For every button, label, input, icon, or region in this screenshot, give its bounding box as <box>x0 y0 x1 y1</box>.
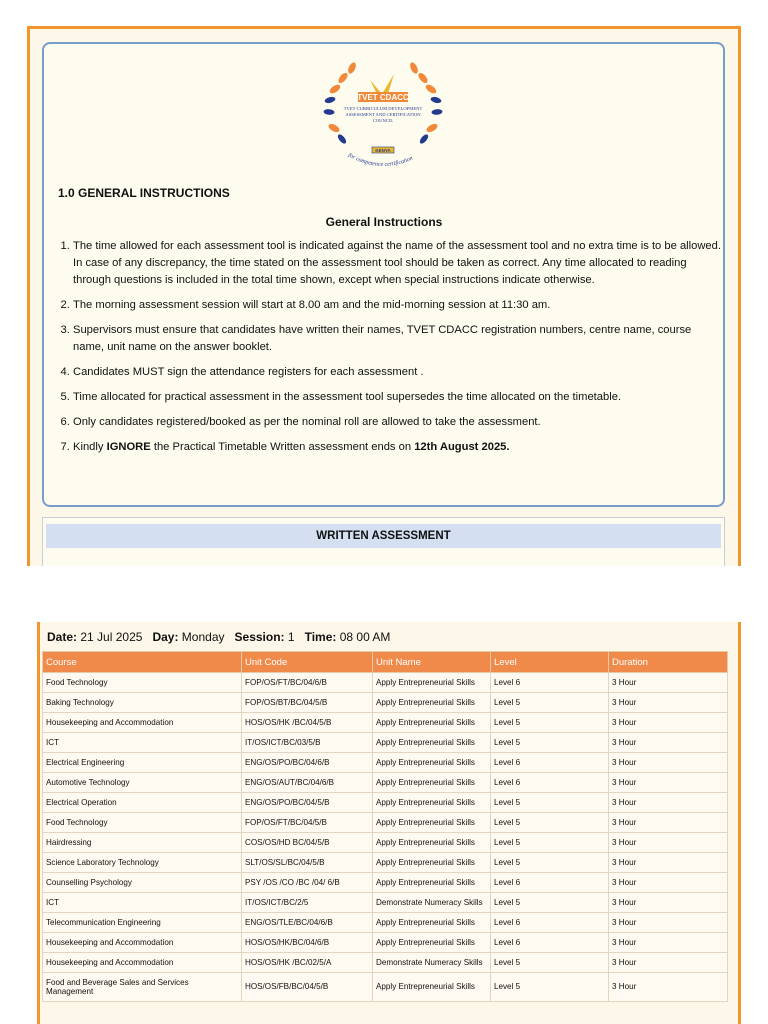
table-cell: Food Technology <box>43 673 242 693</box>
svg-text:for competence certification <box>347 152 414 168</box>
table-cell: Apply Entrepreneurial Skills <box>373 873 491 893</box>
table-cell: Apply Entrepreneurial Skills <box>373 913 491 933</box>
table-cell: Apply Entrepreneurial Skills <box>373 713 491 733</box>
table-row <box>43 773 728 793</box>
table-cell: Demonstrate Numeracy Skills <box>373 953 491 973</box>
table-row <box>43 713 728 733</box>
table-cell: 3 Hour <box>609 833 728 853</box>
table-cell: Apply Entrepreneurial Skills <box>373 773 491 793</box>
table-cell: IT/OS/ICT/BC/2/5 <box>242 893 373 913</box>
table-cell: Level 5 <box>491 953 609 973</box>
time-value: 08 00 AM <box>339 630 391 644</box>
table-cell: Apply Entrepreneurial Skills <box>373 793 491 813</box>
table-cell: Apply Entrepreneurial Skills <box>373 833 491 853</box>
table-cell: 3 Hour <box>609 853 728 873</box>
table-cell: Level 5 <box>491 713 609 733</box>
table-cell: Apply Entrepreneurial Skills <box>373 853 491 873</box>
table-cell: 3 Hour <box>609 693 728 713</box>
table-cell: ICT <box>43 733 242 753</box>
instruction-text: the Practical Timetable Written assessment ends on <box>150 440 415 453</box>
table-cell: Level 5 <box>491 813 609 833</box>
table-cell: IT/OS/ICT/BC/03/5/B <box>242 733 373 753</box>
table-cell: Apply Entrepreneurial Skills <box>373 693 491 713</box>
table-cell: 3 Hour <box>609 873 728 893</box>
table-row <box>43 913 728 933</box>
table-cell: Food and Beverage Sales and Services Management <box>43 973 242 1002</box>
table-row <box>43 733 728 753</box>
table-cell: Level 5 <box>491 693 609 713</box>
table-cell: ENG/OS/PO/BC/04/6/B <box>242 753 373 773</box>
table-cell: COS/OS/HD BC/04/5/B <box>242 833 373 853</box>
day-label: Day: <box>152 630 179 644</box>
table-row <box>43 953 728 973</box>
table-cell: Apply Entrepreneurial Skills <box>373 933 491 953</box>
table-cell: HOS/OS/FB/BC/04/5/B <box>242 973 373 1002</box>
date-value: 21 Jul 2025 <box>80 630 143 644</box>
table-cell: ENG/OS/AUT/BC/04/6/B <box>242 773 373 793</box>
table-cell: Demonstrate Numeracy Skills <box>373 893 491 913</box>
table-cell: ICT <box>43 893 242 913</box>
table-cell: Hairdressing <box>43 833 242 853</box>
session-value: 1 <box>287 630 295 644</box>
column-header: Level <box>491 652 609 673</box>
table-cell: 3 Hour <box>609 953 728 973</box>
instruction-item: 4. Candidates MUST sign the attendance registers for each assessment . <box>73 364 723 381</box>
table-cell: FOP/OS/FT/BC/04/5/B <box>242 813 373 833</box>
table-row <box>43 853 728 873</box>
table-cell: HOS/OS/HK /BC/04/5/B <box>242 713 373 733</box>
table-cell: SLT/OS/SL/BC/04/5/B <box>242 853 373 873</box>
instructions-title: General Instructions <box>325 215 443 229</box>
table-cell: Baking Technology <box>43 693 242 713</box>
svg-text:TVET CURRICULUM DEVELOPMENT: TVET CURRICULUM DEVELOPMENT <box>343 106 423 111</box>
table-cell: 3 Hour <box>609 753 728 773</box>
instruction-date: 12th August 2025. <box>414 440 510 453</box>
table-row <box>43 933 728 953</box>
table-cell: Level 5 <box>491 793 609 813</box>
table-cell: Apply Entrepreneurial Skills <box>373 753 491 773</box>
session-label: Session: <box>234 630 285 644</box>
table-row <box>43 873 728 893</box>
table-cell: Housekeeping and Accommodation <box>43 953 242 973</box>
instruction-text: Kindly <box>73 440 107 453</box>
date-label: Date: <box>47 630 78 644</box>
instruction-item: 6. Only candidates registered/booked as per the nominal roll are allowed to take the assessment. <box>73 414 723 431</box>
table-cell: 3 Hour <box>609 673 728 693</box>
table-cell: 3 Hour <box>609 713 728 733</box>
table-cell: Level 6 <box>491 933 609 953</box>
logo-banner-text: TVET CDACC <box>357 93 409 102</box>
table-cell: Level 6 <box>491 913 609 933</box>
time-label: Time: <box>304 630 337 644</box>
schedule-table <box>42 651 728 1002</box>
column-header: Unit Name <box>373 652 491 673</box>
table-cell: Counselling Psychology <box>43 873 242 893</box>
session-info <box>47 630 390 644</box>
table-cell: FOP/OS/BT/BC/04/5/B <box>242 693 373 713</box>
table-cell: 3 Hour <box>609 973 728 1002</box>
table-cell: 3 Hour <box>609 773 728 793</box>
tvet-cdacc-logo <box>320 56 446 172</box>
table-cell: Level 6 <box>491 673 609 693</box>
column-header: Unit Code <box>242 652 373 673</box>
table-cell: Level 5 <box>491 893 609 913</box>
table-cell: ENG/OS/TLE/BC/04/6/B <box>242 913 373 933</box>
table-cell: Housekeeping and Accommodation <box>43 713 242 733</box>
written-assessment-title: WRITTEN ASSESSMENT <box>46 524 721 548</box>
table-row <box>43 893 728 913</box>
table-cell: Apply Entrepreneurial Skills <box>373 673 491 693</box>
table-cell: Apply Entrepreneurial Skills <box>373 813 491 833</box>
table-header-row <box>43 652 728 673</box>
table-cell: PSY /OS /CO /BC /04/ 6/B <box>242 873 373 893</box>
logo-badge: KENYA <box>375 148 391 153</box>
table-row <box>43 793 728 813</box>
section-heading: 1.0 GENERAL INSTRUCTIONS <box>58 186 230 200</box>
table-cell: 3 Hour <box>609 793 728 813</box>
table-cell: Telecommunication Engineering <box>43 913 242 933</box>
table-cell: HOS/OS/HK /BC/02/5/A <box>242 953 373 973</box>
table-row <box>43 833 728 853</box>
column-header: Course <box>43 652 242 673</box>
table-cell: HOS/OS/HK/BC/04/6/B <box>242 933 373 953</box>
table-cell: Level 5 <box>491 973 609 1002</box>
table-cell: Level 6 <box>491 773 609 793</box>
table-cell: Electrical Engineering <box>43 753 242 773</box>
instructions-list <box>58 238 723 464</box>
table-cell: Level 5 <box>491 733 609 753</box>
table-cell: 3 Hour <box>609 933 728 953</box>
table-cell: Automotive Technology <box>43 773 242 793</box>
table-cell: ENG/OS/PO/BC/04/5/B <box>242 793 373 813</box>
table-cell: Level 6 <box>491 873 609 893</box>
logo-motto: for competence certification <box>347 152 414 169</box>
instruction-item: 5. Time allocated for practical assessment in the assessment tool supersedes the time allocated on the timetable. <box>73 389 723 406</box>
instruction-emphasis: IGNORE <box>106 440 151 453</box>
table-cell: Level 6 <box>491 753 609 773</box>
svg-text:COUNCIL: COUNCIL <box>372 118 394 123</box>
table-row <box>43 973 728 1002</box>
table-cell: 3 Hour <box>609 913 728 933</box>
table-cell: Apply Entrepreneurial Skills <box>373 973 491 1002</box>
table-cell: Apply Entrepreneurial Skills <box>373 733 491 753</box>
table-row <box>43 813 728 833</box>
day-value: Monday <box>181 630 225 644</box>
table-cell: Housekeeping and Accommodation <box>43 933 242 953</box>
table-cell: Food Technology <box>43 813 242 833</box>
instruction-item <box>73 439 723 456</box>
table-row <box>43 693 728 713</box>
table-cell: Level 5 <box>491 853 609 873</box>
table-cell: Science Laboratory Technology <box>43 853 242 873</box>
instruction-item: 3. Supervisors must ensure that candidates have written their names, TVET CDACC registration numbers, centre name, course name, unit name on the answer booklet. <box>73 322 723 356</box>
column-header: Duration <box>609 652 728 673</box>
table-cell: Level 5 <box>491 833 609 853</box>
table-row <box>43 753 728 773</box>
table-cell: Electrical Operation <box>43 793 242 813</box>
table-cell: 3 Hour <box>609 813 728 833</box>
svg-text:ASSESSMENT AND CERTIFICATION: ASSESSMENT AND CERTIFICATION <box>345 112 421 117</box>
table-cell: FOP/OS/FT/BC/04/6/B <box>242 673 373 693</box>
table-cell: 3 Hour <box>609 893 728 913</box>
page-break <box>0 566 768 622</box>
table-row <box>43 673 728 693</box>
instruction-item: 2. The morning assessment session will start at 8.00 am and the mid-morning session at 11:30 am. <box>73 297 723 314</box>
instruction-item: 1. The time allowed for each assessment tool is indicated against the name of the assessment tool and no extra time is to be allowed. In case of any discrepancy, the time stated on the assessment tool should be taken as correct. Any time allocated to reading through questions is included in the total time shown, except when special instructions indicate otherwise. <box>73 238 723 290</box>
table-cell: 3 Hour <box>609 733 728 753</box>
